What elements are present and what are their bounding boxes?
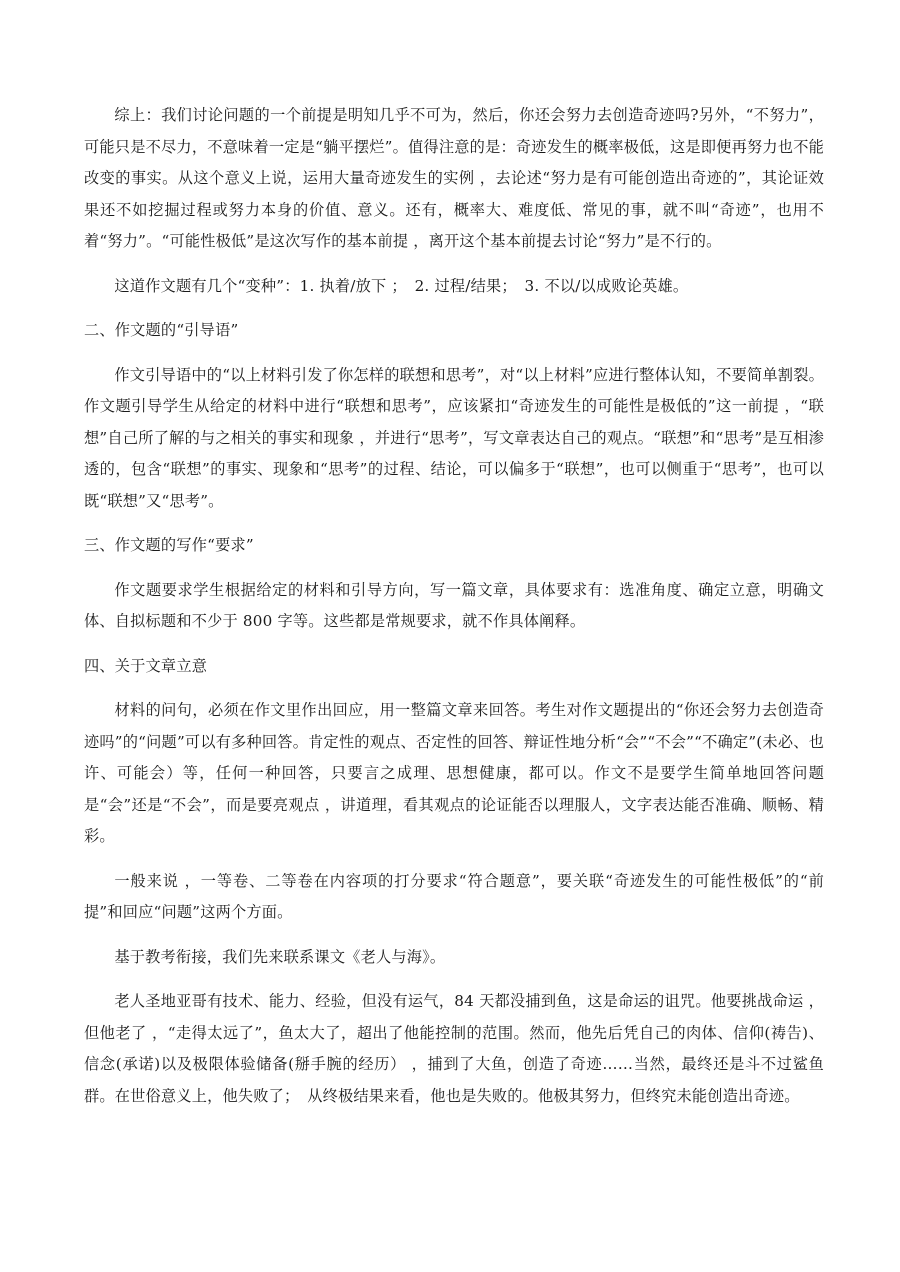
document-body [84, 100, 824, 1125]
paragraph-grading: 一般来说 ，一等卷、二等卷在内容项的打分要求“符合题意”，要关联“奇迹发生的可能性极低”的“前提”和回应“问题”这两个方面。 [84, 871, 824, 921]
paragraph-variants: 这道作文题有几个“变种”：1. 执着/放下 ； 2. 过程/结果； 3. 不以/以成败论英雄。 [114, 276, 689, 295]
paragraph-textbook-link: 基于教考衔接，我们先来联系课文《老人与海》。 [114, 947, 446, 966]
section-heading-requirements: 三、作文题的写作“要求” [84, 536, 254, 554]
paragraph-guide: 作文引导语中的“以上材料引发了你怎样的联想和思考”，对“以上材料”应进行整体认知，不要简单割裂。作文题引导学生从给定的材料中进行“联想和思考”，应该紧扣“奇迹发生的可能性是极低的”这一前提 ，“联想”自己所了解的与之相关的事实和现象 ，并进行“思考”，写文章表达自己的观点。“联想”和“思考”是互相渗透的，包含“联想”的事实、现象和“思考”的过程、结论，可以偏多于“联想”，也可以侧重于“思考”，也可以既“联想”又“思考”。 [84, 365, 824, 510]
section-heading-guide: 二、作文题的“引导语” [84, 321, 239, 339]
paragraph-requirements: 作文题要求学生根据给定的材料和引导方向，写一篇文章，具体要求有：选准角度、确定立意，明确文体、自拟标题和不少于 800 字等。这些都是常规要求，就不作具体阐释。 [84, 580, 824, 630]
paragraph-old-man-and-sea: 老人圣地亚哥有技术、能力、经验，但没有运气，84 天都没捕到鱼，这是命运的诅咒。他要挑战命运 ，但他老了 ，“走得太远了”，鱼太大了，超出了他能控制的范围。然而，他先后凭自己的肉体、信仰(祷告)、信念(承诺)以及极限体验储备(掰手腕的经历） ，捕到了大鱼，创造了奇迹……当然，最终还是斗不过鲨鱼群。在世俗意义上，他失败了； 从终极结果来看，他也是失败的。他极其努力，但终究未能创造出奇迹。 [84, 992, 824, 1105]
paragraph-theme: 材料的问句，必须在作文里作出回应，用一整篇文章来回答。考生对作文题提出的“你还会努力去创造奇迹吗”的“问题”可以有多种回答。肯定性的观点、否定性的回答、辩证性地分析“会”“不会”“不确定”(未必、也许、可能会）等，任何一种回答，只要言之成理、思想健康，都可以。作文不是要学生简单地回答问题是“会”还是“不会”，而是要亮观点 ，讲道理，看其观点的论证能否以理服人，文字表达能否准确、顺畅、精彩。 [84, 701, 824, 845]
section-heading-theme: 四、关于文章立意 [84, 656, 208, 675]
paragraph-summary: 综上：我们讨论问题的一个前提是明知几乎不可为，然后，你还会努力去创造奇迹吗?另外，“不努力”，可能只是不尽力，不意味着一定是“躺平摆烂”。值得注意的是：奇迹发生的概率极低，这是即便再努力也不能改变的事实。从这个意义上说，运用大量奇迹发生的实例 ，去论述“努力是有可能创造出奇迹的”，其论证效果还不如挖掘过程或努力本身的价值、意义。还有，概率大、难度低、常见的事，就不叫“奇迹”，也用不着“努力”。“可能性极低”是这次写作的基本前提 ，离开这个基本前提去讨论“努力”是不行的。 [84, 106, 824, 250]
